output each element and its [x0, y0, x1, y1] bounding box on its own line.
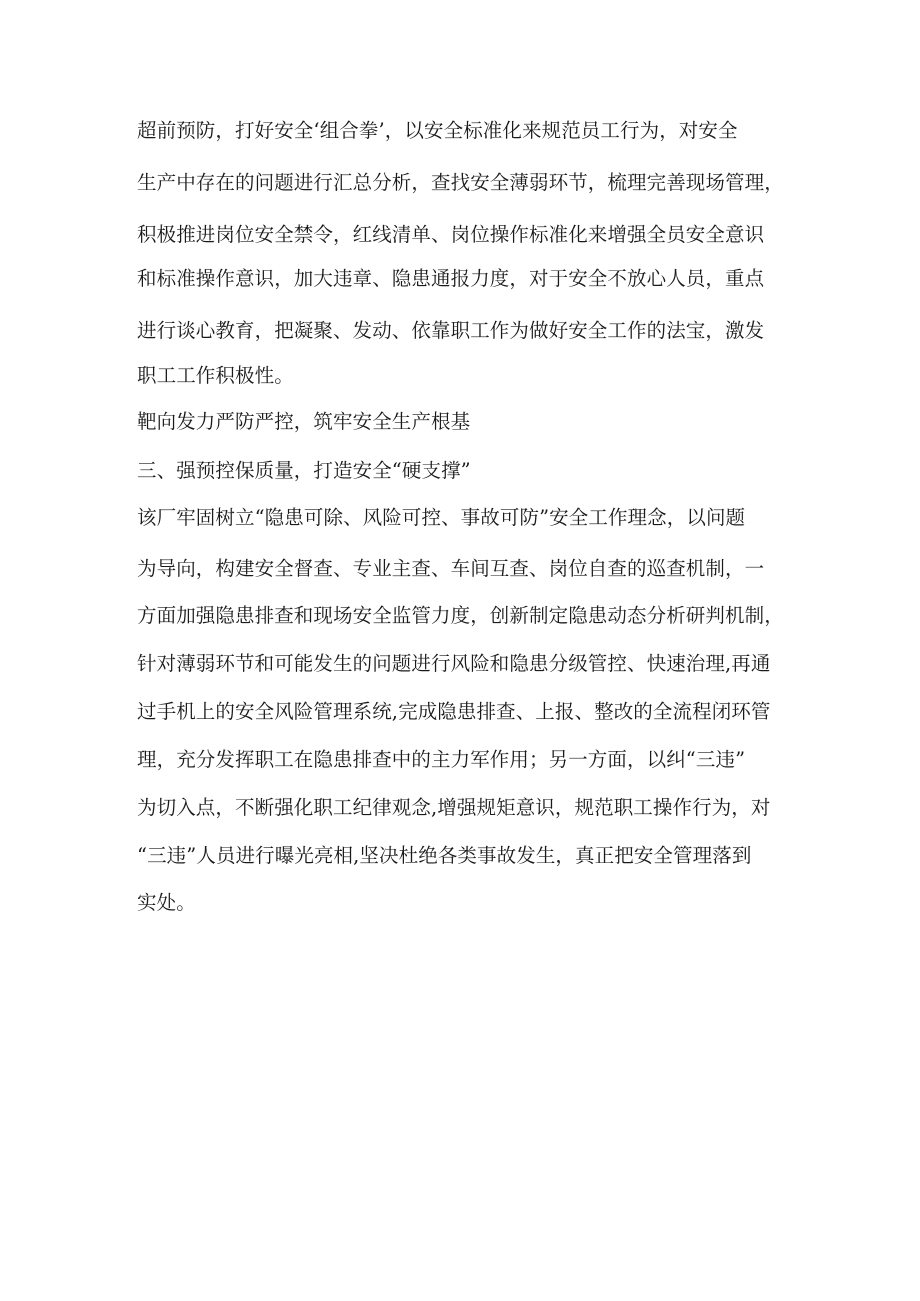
paragraph-line: 和标准操作意识，加大违章、隐患通报力度，对于安全不放心人员，重点 — [137, 267, 765, 290]
paragraph-line: 理，充分发挥职工在隐患排查中的主力军作用；另一方面，以纠“三违” — [137, 748, 746, 771]
section-heading: 三、强预控保质量，打造安全“硬支撑” — [137, 459, 471, 482]
paragraph-line: 进行谈心教育，把凝聚、发动、依靠职工作为做好安全工作的法宝，激发 — [137, 319, 765, 342]
paragraph-line: 为切入点，不断强化职工纪律观念,增强规矩意识，规范职工操作行为，对 — [137, 796, 771, 819]
paragraph-line: 生产中存在的问题进行汇总分析，查找安全薄弱环节，梳理完善现场管理， — [137, 171, 784, 194]
section-line: 靶向发力严防严控，筑牢安全生产根基 — [137, 410, 471, 433]
paragraph-line: 该厂牢固树立“隐患可除、风险可控、事故可防”安全工作理念，以问题 — [137, 506, 746, 529]
paragraph-line: 实处。 — [137, 891, 196, 914]
paragraph-line: “三违”人员进行曝光亮相,坚决杜绝各类事故发生，真正把安全管理落到 — [137, 844, 752, 867]
paragraph-line: 针对薄弱环节和可能发生的问题进行风险和隐患分级管控、快速治理,再通 — [137, 652, 771, 675]
paragraph-line: 过手机上的安全风险管理系统,完成隐患排查、上报、整改的全流程闭环管 — [137, 700, 771, 723]
paragraph-line: 为导向，构建安全督查、专业主查、车间互查、岗位自查的巡查机制，一 — [137, 557, 765, 580]
paragraph-line: 方面加强隐患排查和现场安全监管力度，创新制定隐患动态分析研判机制， — [137, 604, 784, 627]
paragraph-line: 职工工作积极性。 — [137, 364, 294, 387]
paragraph-line: 积极推进岗位安全禁令，红线清单、岗位操作标准化来增强全员安全意识 — [137, 223, 765, 246]
paragraph-line: 超前预防，打好安全‘组合拳’，以安全标准化来规范员工行为，对安全 — [137, 119, 738, 142]
